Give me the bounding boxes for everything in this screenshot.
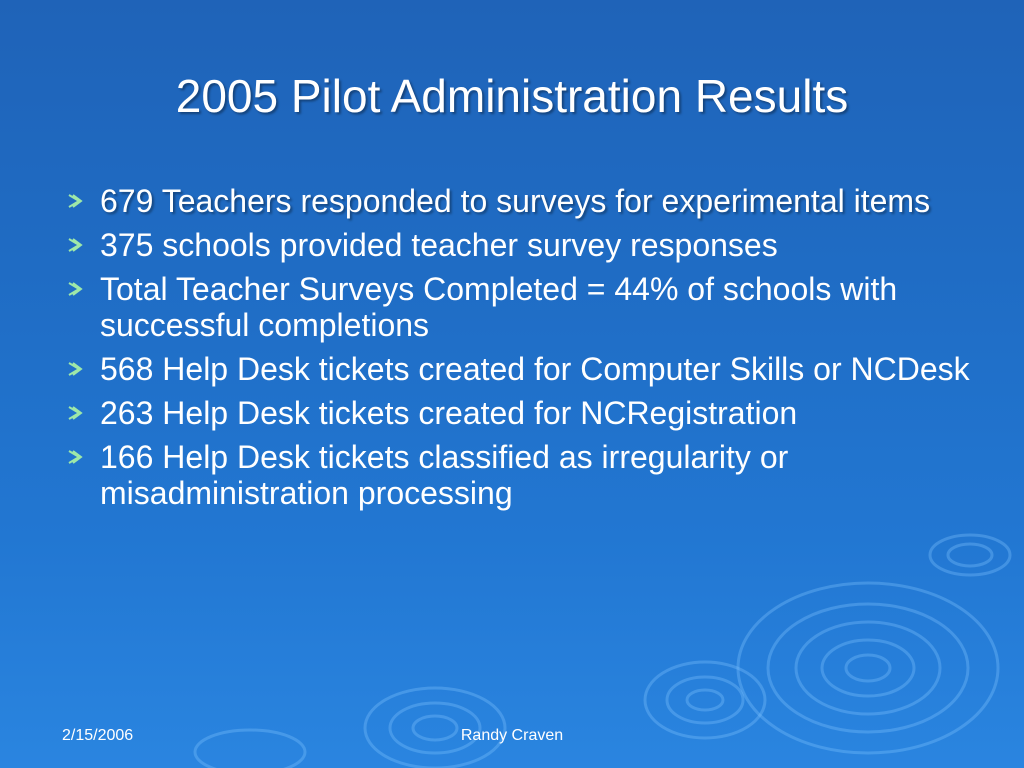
chevron-right-icon [66,404,84,422]
bullet-item [60,183,980,219]
bullet-item [60,439,980,511]
bullet-item [60,395,980,431]
footer-date: 2/15/2006 [62,727,134,744]
chevron-right-icon [66,448,84,466]
bullet-list [60,183,980,519]
bullet-text: Total Teacher Surveys Completed = 44% of schools with successful completions [100,271,898,343]
footer-author: Randy Craven [460,727,564,744]
bullet-text: 568 Help Desk tickets created for Computer Skills or NCDesk [100,351,970,387]
slide-title: 2005 Pilot Administration Results [175,70,849,122]
bullet-text: 375 schools provided teacher survey responses [100,227,778,263]
bullet-item [60,271,980,343]
bullet-text: 166 Help Desk tickets classified as irregularity or misadministration processing [100,439,789,511]
bullet-text: 679 Teachers responded to surveys for experimental items [100,183,931,219]
bullet-item [60,351,980,387]
chevron-right-icon [66,360,84,378]
chevron-right-icon [66,192,84,210]
chevron-right-icon [66,236,84,254]
bullet-text: 263 Help Desk tickets created for NCRegistration [100,395,798,431]
bullet-item [60,227,980,263]
chevron-right-icon [66,280,84,298]
